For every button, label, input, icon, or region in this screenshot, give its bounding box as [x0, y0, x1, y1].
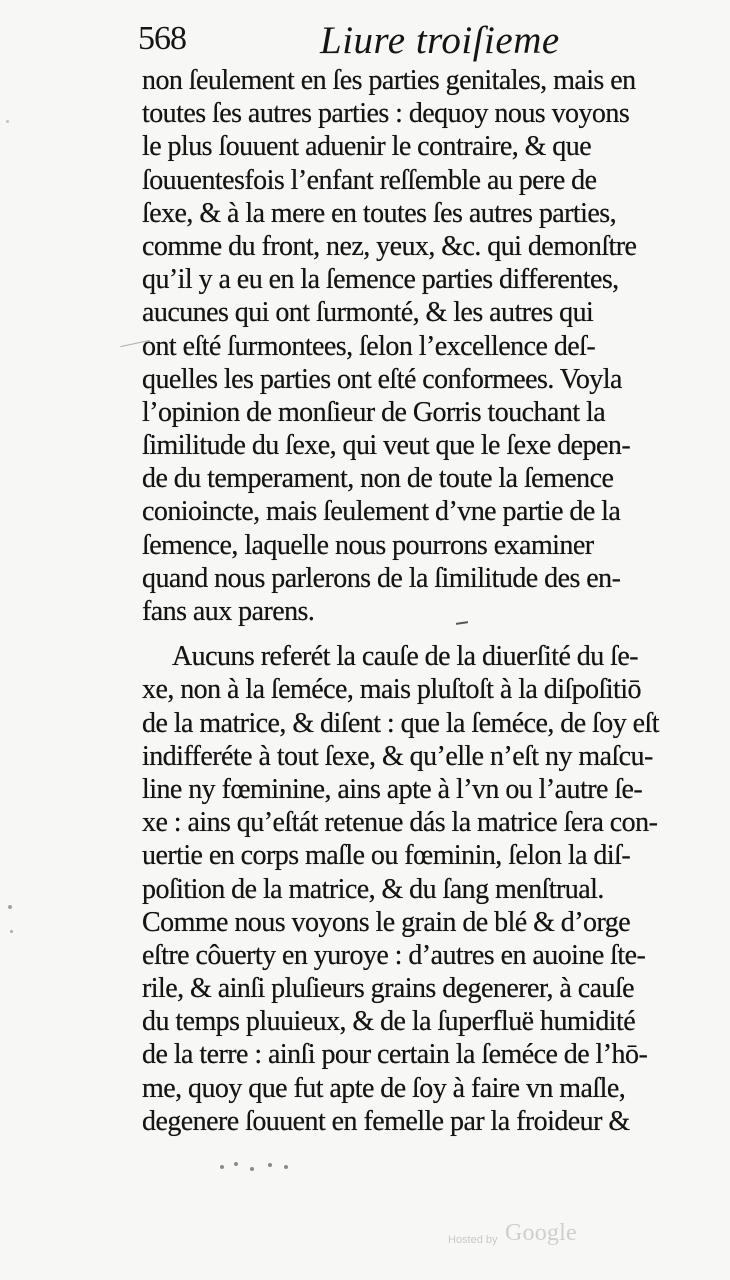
- text-line: Aucuns referét la cauſe de la diuerſité du ſe-: [172, 641, 639, 673]
- body-text: [142, 64, 712, 1138]
- scan-mark: [6, 120, 9, 123]
- text-line: xe, non à la ſeméce, mais pluſtoſt à la diſpoſitiō: [142, 674, 641, 706]
- text-line: qu’il y a eu en la ſemence parties differentes,: [142, 264, 619, 296]
- scan-mark: [10, 930, 13, 933]
- text-line: ont eſté ſurmontees, ſelon l’excellence deſ-: [142, 330, 596, 362]
- text-line: ſexe, & à la mere en toutes ſes autres parties,: [142, 197, 617, 229]
- text-line: rile, & ainſi pluſieurs grains degenerer, à cauſe: [142, 973, 635, 1005]
- paragraph-gap: [142, 628, 712, 640]
- text-line: conioincte, mais ſeulement d’vne partie de la: [142, 496, 621, 528]
- text-line: quelles les parties ont eſté conformees. Voyla: [142, 363, 622, 395]
- text-line: ſouuentesfois l’enfant reſſemble au pere de: [142, 164, 597, 196]
- text-line: xe : ains qu’eſtát retenue dás la matrice ſera con-: [142, 807, 658, 839]
- text-line: line ny fœminine, ains apte à l’vn ou l’autre ſe-: [142, 773, 643, 805]
- scan-fragment: [250, 1167, 254, 1171]
- bleed-through-fragments: [220, 1157, 310, 1181]
- scan-fragment: [220, 1165, 224, 1169]
- text-line: ſemence, laquelle nous pourrons examiner: [142, 529, 594, 561]
- text-line: du temps pluuieux, & de la ſuperfluë humidité: [142, 1006, 636, 1038]
- text-line: me, quoy que fut apte de ſoy à faire vn maſle,: [142, 1072, 626, 1104]
- text-line: quand nous parlerons de la ſimilitude des en-: [142, 562, 621, 594]
- scan-fragment: [284, 1165, 288, 1169]
- scan-fragment: [268, 1163, 272, 1167]
- hosted-by-label: Hosted by: [448, 1234, 498, 1246]
- text-line: uertie en corps maſle ou fœminin, ſelon la diſ-: [142, 840, 631, 872]
- text-line: ſimilitude du ſexe, qui veut que le ſexe depen-: [142, 430, 631, 462]
- running-title: Liure troiſieme: [320, 19, 560, 62]
- text-line: indifferéte à tout ſexe, & qu’elle n’eſt ny maſcu-: [142, 740, 653, 772]
- page-number: 568: [138, 20, 186, 57]
- text-line: non ſeulement en ſes parties genitales, mais en: [142, 65, 636, 96]
- google-logo: Google: [505, 1220, 577, 1246]
- text-line: le plus ſouuent aduenir le contraire, & que: [142, 131, 592, 163]
- text-line: comme du front, nez, yeux, &c. qui demonſtre: [142, 230, 637, 262]
- page-header: [138, 18, 698, 66]
- text-line: l’opinion de monſieur de Gorris touchant la: [142, 396, 606, 428]
- text-line: aucunes qui ont ſurmonté, & les autres qui: [142, 297, 594, 329]
- scan-mark: [8, 905, 12, 909]
- scan-fragment: [234, 1162, 238, 1166]
- google-watermark: [448, 1220, 598, 1254]
- text-line: de du temperament, non de toute la ſemence: [142, 463, 614, 495]
- text-line: de la matrice, & diſent : que la ſeméce, de ſoy eſt: [142, 707, 659, 739]
- text-line: de la terre : ainſi pour certain la ſeméce de l’hō-: [142, 1039, 648, 1071]
- text-line: poſition de la matrice, & du ſang menſtrual.: [142, 873, 604, 905]
- text-line: degenere ſouuent en femelle par la froideur &: [142, 1105, 630, 1137]
- text-line: toutes ſes autres parties : dequoy nous voyons: [142, 98, 630, 130]
- text-line: eſtre côuerty en yuroye : d’autres en auoine ſte-: [142, 939, 646, 971]
- text-line: fans aux parens.: [142, 596, 315, 627]
- text-line: Comme nous voyons le grain de blé & d’orge: [142, 906, 631, 938]
